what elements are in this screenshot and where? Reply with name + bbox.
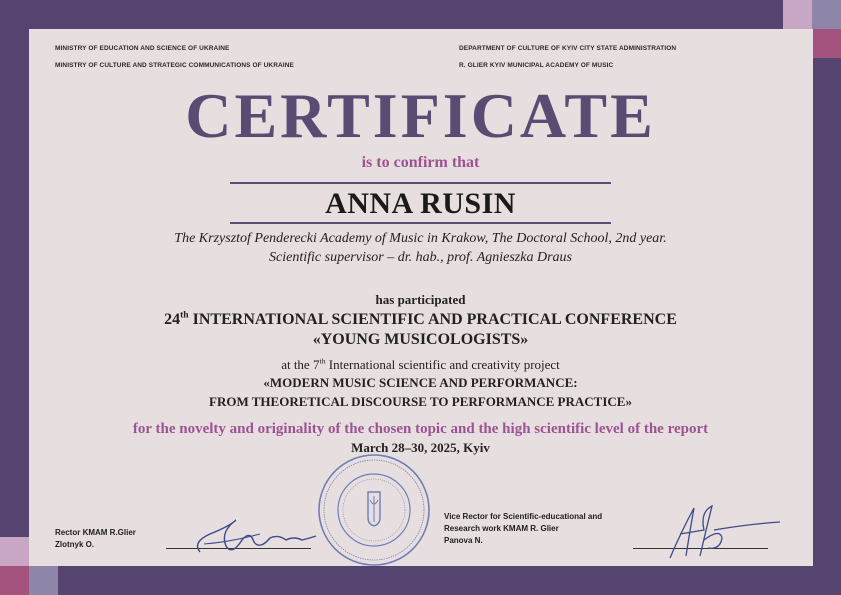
- conference-name: «YOUNG MUSICOLOGISTS»: [312, 331, 529, 348]
- project-name-line2: FROM THEORETICAL DISCOURSE TO PERFORMANCE PRACTICE»: [209, 394, 632, 409]
- conference-date: March 28–30, 2025, Kyiv: [351, 440, 490, 455]
- corner-square: [29, 566, 58, 595]
- header-right-line1: DEPARTMENT OF CULTURE OF KYIV CITY STATE ADMINISTRATION: [459, 45, 677, 52]
- rector-title: Rector KMAM R.Glier: [55, 528, 136, 537]
- header-left-line2: MINISTRY OF CULTURE AND STRATEGIC COMMUNICATIONS OF UKRAINE: [55, 62, 294, 69]
- confirm-text: is to confirm that: [361, 154, 480, 171]
- recipient-name: ANNA RUSIN: [325, 187, 516, 220]
- recipient-supervisor: Scientific supervisor – dr. hab., prof. Agnieszka Draus: [269, 250, 572, 265]
- vice-rector-name: Panova N.: [444, 536, 483, 545]
- conference-title: 24th INTERNATIONAL SCIENTIFIC AND PRACTICAL CONFERENCE: [164, 309, 677, 328]
- official-stamp: [316, 452, 432, 568]
- project-name-line1: «MODERN MUSIC SCIENCE AND PERFORMANCE:: [263, 375, 578, 390]
- certificate-title: CERTIFICATE: [185, 80, 656, 151]
- rector-name: Zlotnyk O.: [55, 540, 95, 549]
- corner-square: [0, 537, 29, 566]
- participation-intro: has participated: [375, 292, 466, 307]
- corner-square: [812, 0, 841, 29]
- header-left-line1: MINISTRY OF EDUCATION AND SCIENCE OF UKRAINE: [55, 45, 230, 52]
- vice-rector-title-line2: Research work KMAM R. Glier: [444, 524, 559, 533]
- award-text: for the novelty and originality of the chosen topic and the high scientific level of the report: [132, 421, 709, 437]
- corner-square: [0, 566, 29, 595]
- divider-line: [230, 182, 611, 184]
- corner-square: [812, 29, 841, 58]
- vice-rector-signature: [660, 500, 785, 562]
- header-right-line2: R. GLIER KYIV MUNICIPAL ACADEMY OF MUSIC: [459, 62, 614, 69]
- rector-signature: [190, 512, 320, 558]
- corner-square: [783, 0, 812, 29]
- recipient-affiliation: The Krzysztof Penderecki Academy of Music in Krakow, The Doctoral School, 2nd year.: [174, 231, 667, 246]
- project-line: at the 7th International scientific and creativity project: [281, 356, 560, 372]
- divider-line: [230, 222, 611, 224]
- vice-rector-title-line1: Vice Rector for Scientific-educational and: [444, 512, 603, 521]
